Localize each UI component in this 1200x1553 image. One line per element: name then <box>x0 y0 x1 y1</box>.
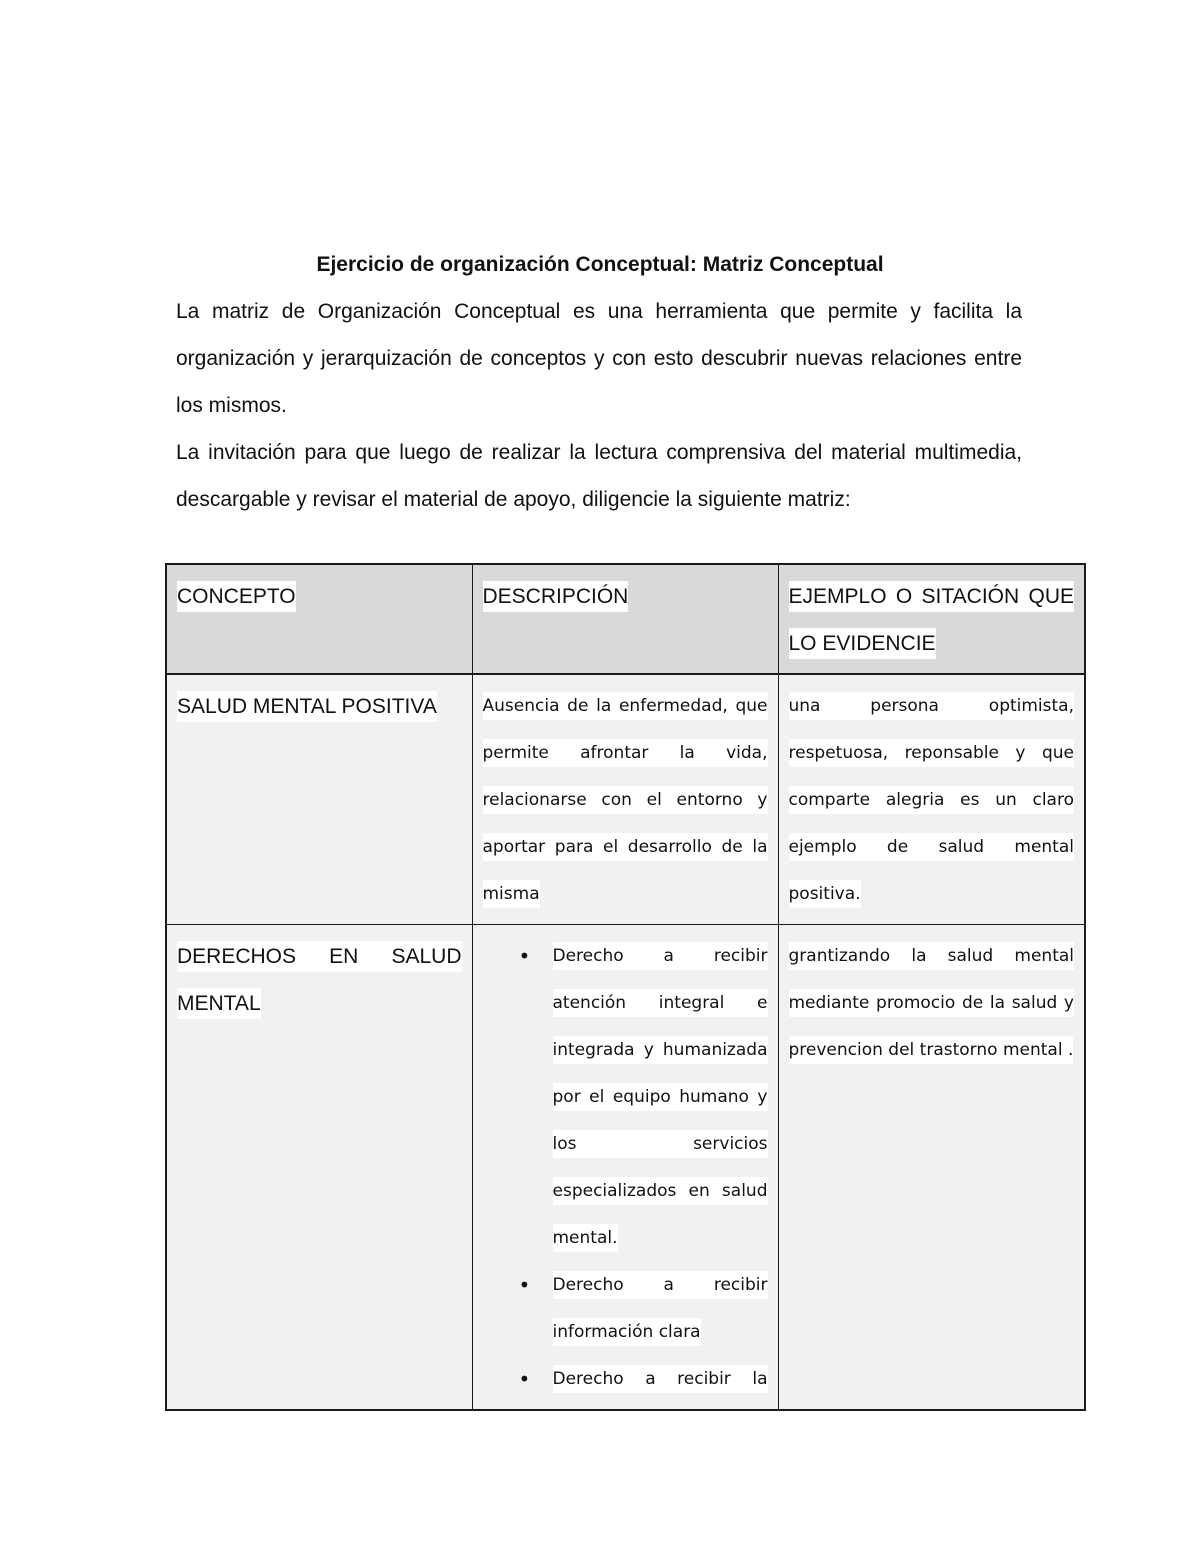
table-row <box>166 925 1085 1411</box>
description-cell <box>472 674 778 925</box>
instruction-paragraph: La invitación para que luego de realizar la lectura comprensiva del material multimedia, descargable y revisar el material de apoyo, diligencie la siguiente matriz: <box>176 441 1022 511</box>
header-concept-cell <box>166 564 472 674</box>
list-item <box>553 1356 768 1403</box>
description-text: Ausencia de la enfermedad, que permite afrontar la vida, relacionarse con el entorno y aportar para el desarrollo de la misma <box>483 692 768 908</box>
concept-cell <box>166 925 472 1411</box>
list-item <box>553 1262 768 1356</box>
list-item-text: Derecho a recibir atención integral e integrada y humanizada por el equipo humano y los servicios especializados en salud mental. <box>553 942 768 1252</box>
example-text: una persona optimista, respetuosa, reponsable y que comparte alegria es un claro ejemplo de salud mental positiva. <box>789 692 1075 908</box>
example-cell <box>778 674 1085 925</box>
concept-text: SALUD MENTAL POSITIVA <box>177 691 437 722</box>
list-item <box>553 933 768 1262</box>
concept-text: DERECHOS EN SALUD MENTAL <box>177 941 462 1019</box>
conceptual-matrix-table <box>165 563 1086 1411</box>
header-example-cell <box>778 564 1085 674</box>
header-description: DESCRIPCIÓN <box>483 581 629 612</box>
list-item-text: Derecho a recibir información clara <box>553 1271 768 1346</box>
document-title: Ejercicio de organización Conceptual: Matriz Conceptual <box>316 253 884 276</box>
rights-list <box>483 933 768 1403</box>
intro-paragraph: La matriz de Organización Conceptual es una herramienta que permite y facilita la organización y jerarquización de conceptos y con esto descubrir nuevas relaciones entre los mismos. <box>176 300 1022 417</box>
concept-cell <box>166 674 472 925</box>
table-header-row <box>166 564 1085 674</box>
header-description-cell <box>472 564 778 674</box>
description-cell <box>472 925 778 1411</box>
header-concept: CONCEPTO <box>177 581 296 612</box>
list-item-text: Derecho a recibir la <box>553 1365 768 1393</box>
example-cell <box>778 925 1085 1411</box>
example-text: grantizando la salud mental mediante promocio de la salud y prevencion del trastorno mental . <box>789 942 1075 1064</box>
table-row <box>166 674 1085 925</box>
header-example: EJEMPLO O SITACIÓN QUE LO EVIDENCIE <box>789 581 1075 659</box>
